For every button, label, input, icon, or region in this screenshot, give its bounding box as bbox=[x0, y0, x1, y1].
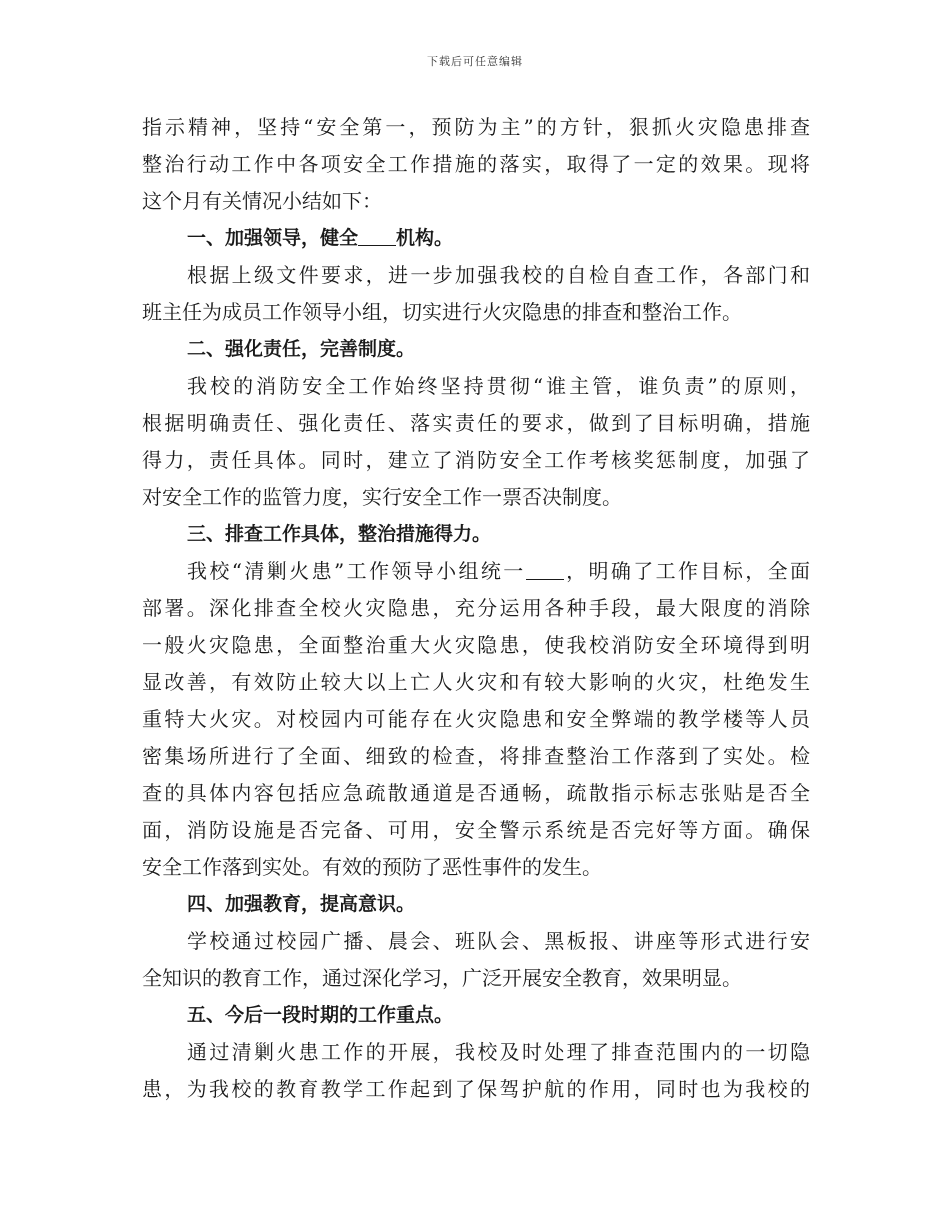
paragraph-line: 学校通过校园广播、晨会、班队会、黑板报、讲座等形式进行安 bbox=[187, 929, 810, 953]
paragraph-line: 我校的消防安全工作始终坚持贯彻“谁主管，谁负责”的原则， bbox=[187, 374, 810, 398]
paragraph-line: 部署。深化排查全校火灾隐患，充分运用各种手段，最大限度的消除 bbox=[142, 596, 810, 620]
paragraph-line: 密集场所进行了全面、细致的检查，将排查整治工作落到了实处。检 bbox=[142, 744, 810, 768]
paragraph-line: 全知识的教育工作，通过深化学习，广泛开展安全教育，效果明显。 bbox=[142, 966, 742, 990]
section-heading-4: 四、加强教育，提高意识。 bbox=[187, 893, 416, 915]
line-text: 我校“清剿火患”工作领导小组统一 bbox=[187, 559, 526, 583]
section-heading-2: 二、强化责任，完善制度。 bbox=[187, 338, 416, 360]
paragraph-line: 患，为我校的教育教学工作起到了保驾护航的作用，同时也为我校的 bbox=[142, 1077, 810, 1101]
heading-text: 机构。 bbox=[396, 227, 454, 249]
line-text: ，明确了工作目标，全面 bbox=[563, 559, 810, 583]
paragraph-line: 面，消防设施是否完备、可用，安全警示系统是否完好等方面。确保 bbox=[142, 818, 810, 842]
paragraph-line: 班主任为成员工作领导小组，切实进行火灾隐患的排查和整治工作。 bbox=[142, 300, 742, 324]
paragraph-line: 通过清剿火患工作的开展，我校及时处理了排查范围内的一切隐 bbox=[187, 1040, 810, 1064]
page-header: 下载后可任意编辑 bbox=[427, 55, 523, 68]
paragraph-line: 一般火灾隐患，全面整治重大火灾隐患，使我校消防安全环境得到明 bbox=[142, 633, 810, 657]
section-heading-1 bbox=[142, 220, 810, 257]
paragraph-line bbox=[142, 553, 810, 590]
paragraph-line: 查的具体内容包括应急疏散通道是否通畅，疏散指示标志张贴是否全 bbox=[142, 781, 810, 805]
heading-text: 一、加强领导，健全 bbox=[187, 227, 359, 249]
section-heading-5: 五、今后一段时期的工作重点。 bbox=[187, 1004, 454, 1026]
paragraph-line: 指示精神，坚持“安全第一，预防为主”的方针，狠抓火灾隐患排查 bbox=[142, 115, 810, 139]
document-body bbox=[142, 109, 810, 1108]
paragraph-line: 显改善，有效防止较大以上亡人火灾和有较大影响的火灾，杜绝发生 bbox=[142, 670, 810, 694]
paragraph-line: 重特大火灾。对校园内可能存在火灾隐患和安全弊端的教学楼等人员 bbox=[142, 707, 810, 731]
paragraph-line: 整治行动工作中各项安全工作措施的落实，取得了一定的效果。现将 bbox=[142, 152, 810, 176]
paragraph-line: 这个月有关情况小结如下： bbox=[142, 189, 382, 213]
fill-blank bbox=[358, 223, 396, 246]
paragraph-line: 根据上级文件要求，进一步加强我校的自检自查工作，各部门和 bbox=[187, 263, 810, 287]
paragraph-line: 对安全工作的监管力度，实行安全工作一票否决制度。 bbox=[142, 485, 622, 509]
paragraph-line: 根据明确责任、强化责任、落实责任的要求，做到了目标明确，措施 bbox=[142, 411, 810, 435]
section-heading-3: 三、排查工作具体，整治措施得力。 bbox=[187, 523, 492, 545]
paragraph-line: 安全工作落到实处。有效的预防了恶性事件的发生。 bbox=[142, 855, 602, 879]
fill-blank bbox=[526, 557, 564, 580]
paragraph-line: 得力，责任具体。同时，建立了消防安全工作考核奖惩制度，加强了 bbox=[142, 448, 810, 472]
